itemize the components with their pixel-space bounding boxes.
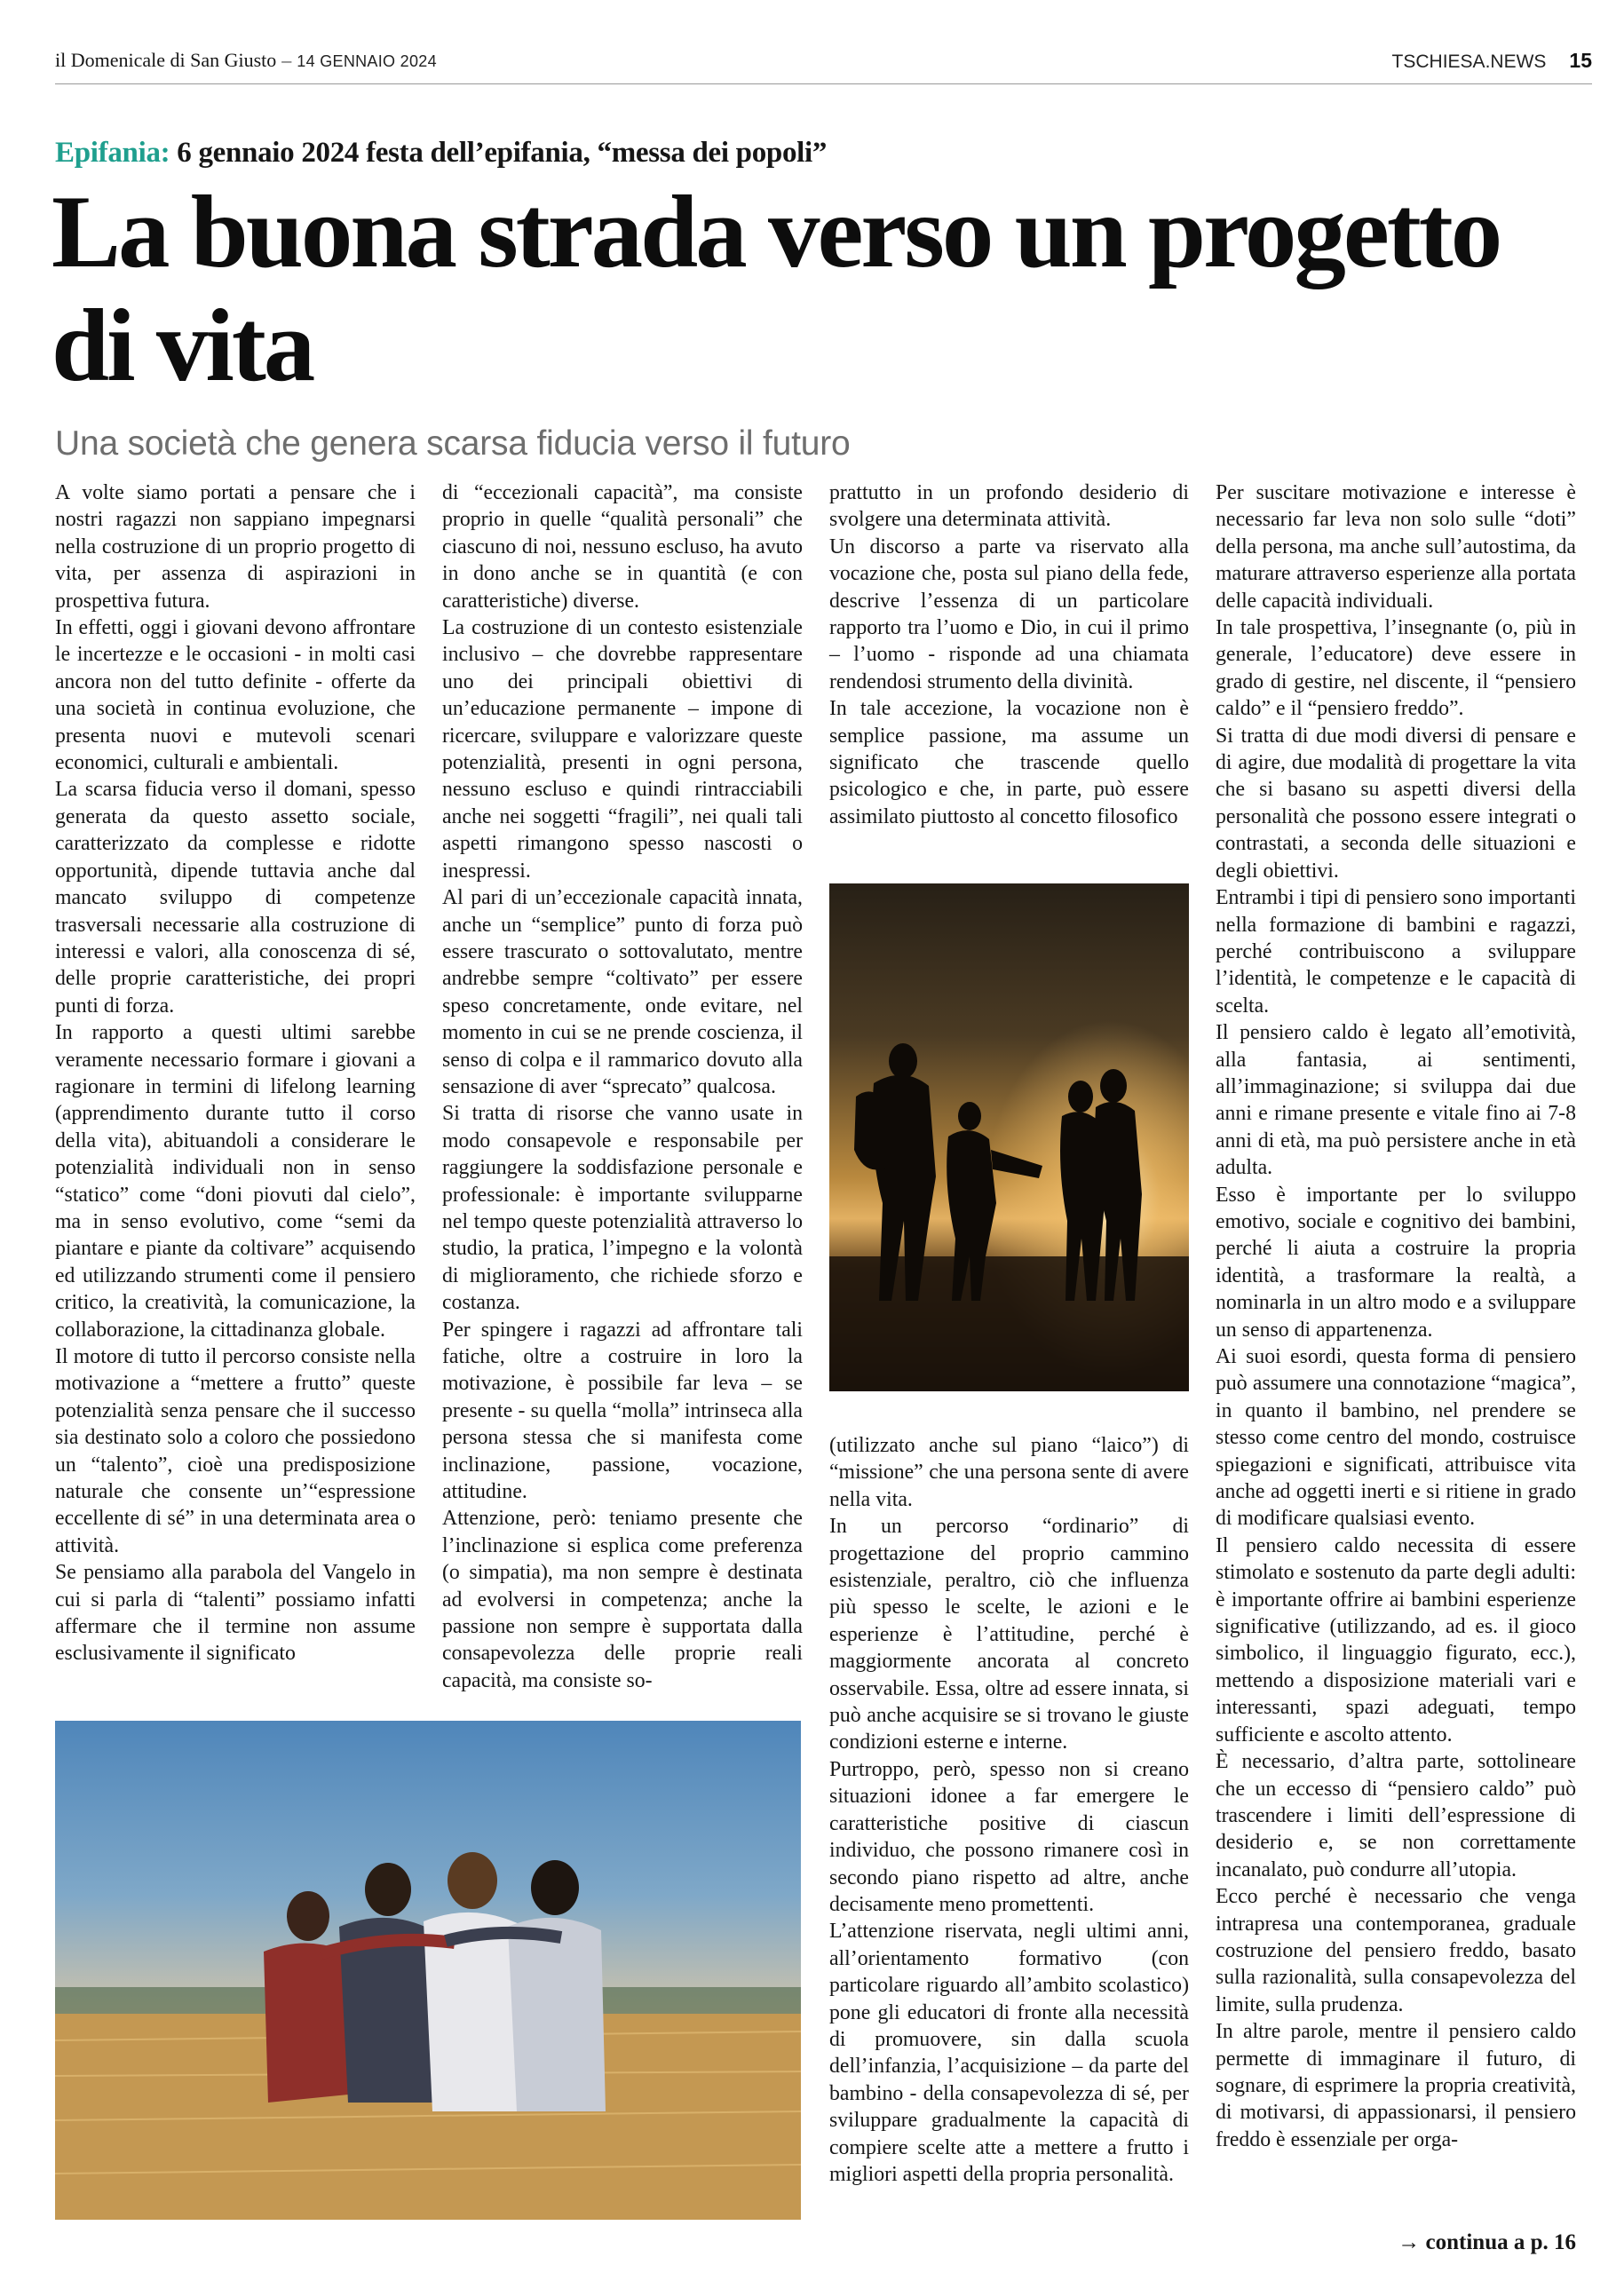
paragraph: Un discorso a parte va riservato alla vocazione che, posta sul piano della fede, descrive l’essenza di un particolare rapporto tra l’uomo e Dio, in cui il primo – l’uomo - risponde ad una chiamata rendendosi strumento della divinità.	[829, 535, 1189, 693]
kicker-text: 6 gennaio 2024 festa dell’epifania, “messa dei popoli”	[177, 137, 828, 169]
paragraph: prattutto in un profondo desiderio di svolgere una determinata attività.	[829, 481, 1189, 532]
body-column-1	[55, 479, 416, 1667]
header-site-line	[1392, 49, 1592, 73]
paragraph: L’attenzione riservata, negli ultimi anni, all’orientamento formativo (con particolare riguardo all’ambito scolastico) pone gli educatori di fronte alla necessità di promuovere, sin dalla scuola dell’infanzia, l’acquisizione – da parte del bambino - della consapevolezza di sé, per sviluppare gradualmente la capacità di compiere scelte atte a mettere a frutto i migliori aspetti della propria personalità.	[829, 1920, 1189, 2186]
silhouette-figures	[829, 883, 1189, 1391]
header-publication-line	[55, 49, 437, 72]
paragraph: Il pensiero caldo è legato all’emotività, alla fantasia, ai sentimenti, all’immaginazione; si sviluppa dai due anni e rimane presente e vitale fino ai 7-8 anni di età, ma può persistere anche in età adulta.	[1216, 1021, 1576, 1180]
paragraph: Ecco perché è necessario che venga intrapresa una contemporanea, graduale costruzione del pensiero freddo, basato sulla razionalità, sulla consapevolezza del limite, sulla prudenza.	[1216, 1885, 1576, 2016]
field-scene	[55, 1721, 801, 2220]
youth-in-field-photo	[55, 1721, 801, 2220]
body-column-3-bottom	[829, 1432, 1189, 2188]
paragraph: La costruzione di un contesto esistenziale inclusivo – che dovrebbe rappresentare uno dei principali obiettivi di un’educazione permanente – impone di ricercare, sviluppare e valorizzare queste potenzialità, presenti in ogni persona, nessuno escluso e quindi rintracciabili anche nei soggetti “fragili”, nei quali tali aspetti rimangono spesso nascosti o inespressi.	[442, 616, 803, 883]
paragraph: Esso è importante per lo sviluppo emotivo, sociale e cognitivo dei bambini, perché li aiuta a costruire la propria identità, a trasformare la realtà, a nominarla in un altro modo e a sviluppare un senso di appartenenza.	[1216, 1183, 1576, 1342]
paragraph: In effetti, oggi i giovani devono affrontare le incertezze e le occasioni - in molti casi ancora non del tutto definite - offerte da una società in continua evoluzione, che presenta nuovi e mutevoli scenari economici, culturali e ambientali.	[55, 616, 416, 775]
body-column-3-top	[829, 479, 1189, 830]
article-kicker	[55, 137, 827, 170]
paragraph: Attenzione, però: teniamo presente che l’inclinazione si esplica come preferenza (o simpatia), ma non sempre è destinata ad evolversi in competenza; anche la passione non sempre è supportata dalla consapevolezza delle proprie reali capacità, ma consiste so-	[442, 1507, 803, 1692]
paragraph: Ai suoi esordi, questa forma di pensiero può assumere una connotazione “magica”, in quanto il bambino, nel prendere se stesso come centro del mondo, costruisce spiegazioni e significati, attribuisce vita anche ad oggetti inerti e si ritiene in grado di modificare qualsiasi evento.	[1216, 1345, 1576, 1531]
header-divider	[55, 83, 1592, 84]
issue-date: 14 GENNAIO 2024	[297, 52, 437, 70]
paragraph: In rapporto a questi ultimi sarebbe veramente necessario formare i giovani a ragionare in termini di lifelong learning (apprendimento durante tutto il corso della vita), abituandoli a considerare le potenzialità individuali non in senso “statico” come “doni piovuti dal cielo”, ma in senso evolutivo, come “semi da piantare e piante da coltivare” acquisendo ed utilizzando strumenti come il pensiero critico, la creatività, la comunicazione, la collaborazione, la cittadinanza globale.	[55, 1021, 416, 1342]
paragraph: In tale prospettiva, l’insegnante (o, più in generale, l’educatore) deve essere in grado di gestire, nel discente, il “pensiero caldo” e il “pensiero freddo”.	[1216, 616, 1576, 721]
paragraph: Si tratta di due modi diversi di pensare e di agire, due modalità di progettare la vita che si basano su aspetti diversi della personalità che possono essere integrati o contrastati, a seconda delle situazioni e degli obiettivi.	[1216, 724, 1576, 883]
paragraph: Per spingere i ragazzi ad affrontare tali fatiche, oltre a costruire in loro la motivazione, è possibile far leva – se presente - su quella “molla” intrinseca alla persona stessa che si manifesta come inclinazione, passione, vocazione, attitudine.	[442, 1318, 803, 1504]
publication-name: il Domenicale di San Giusto	[55, 49, 277, 71]
article-headline: La buona strada verso un progetto di vita	[51, 175, 1501, 403]
paragraph: In altre parole, mentre il pensiero caldo permette di immaginare il futuro, di sognare, di esprimere la propria creatività, di motivarsi, di appassionarsi, il pensiero freddo è essenziale per orga-	[1216, 2020, 1576, 2151]
paragraph: A volte siamo portati a pensare che i nostri ragazzi non sappiano impegnarsi nella costruzione di un proprio progetto di vita, per assenza di aspirazioni in prospettiva futura.	[55, 481, 416, 613]
continuation-link[interactable]: → continua a p. 16	[1398, 2230, 1576, 2254]
paragraph: di “eccezionali capacità”, ma consiste proprio in quelle “qualità personali” che ciascuno di noi, nessuno escluso, ha avuto in dono anche se in quantità (e con caratteristiche) diverse.	[442, 481, 803, 613]
paragraph: Il motore di tutto il percorso consiste nella motivazione a “mettere a frutto” queste potenzialità senza pensare che il successo sia destinato solo a coloro che possiedono un “talento”, cioè una predisposizione naturale che consente un’“espressione eccellente di sé” in una determinata area o attività.	[55, 1345, 416, 1557]
paragraph: Il pensiero caldo necessita di essere stimolato e sostenuto da parte degli adulti: è importante offrire ai bambini esperienze significative (utilizzando, ad es. il gioco simbolico, il linguaggio figurato, ecc.), mettendo a disposizione materiali vari e interessanti, spazi adeguati, tempo sufficiente e ascolto attento.	[1216, 1533, 1576, 1746]
site-name: TSCHIESA.NEWS	[1391, 51, 1547, 72]
paragraph: Per suscitare motivazione e interesse è necessario far leva non solo sulle “doti” della persona, ma anche sull’autostima, da maturare attraverso esperienze alla portata delle capacità individuali.	[1216, 481, 1576, 613]
paragraph: La scarsa fiducia verso il domani, spesso generata da questo assetto sociale, caratterizzato da complesse e ridotte opportunità, dipende tuttavia anche dal mancato sviluppo di competenze trasversali necessarie alla costruzione di interessi e valori, alla conoscenza di sé, delle proprie caratteristiche, dei propri punti di forza.	[55, 778, 416, 1018]
header-separator: –	[281, 49, 292, 71]
paragraph: Se pensiamo alla parabola del Vangelo in cui si parla di “talenti” possiamo infatti affermare che il termine non assume esclusivamente il significato	[55, 1561, 416, 1666]
paragraph: Al pari di un’eccezionale capacità innata, anche un “semplice” punto di forza può essere trascurato o sottovalutato, mentre andrebbe sempre “coltivato” per essere speso concretamente, onde evitare, nel momento in cui se ne prende coscienza, il senso di colpa e il rammarico dovuto alla sensazione di aver “sprecato” qualcosa.	[442, 886, 803, 1098]
paragraph: Entrambi i tipi di pensiero sono importanti nella formazione di bambini e ragazzi, perché contribuiscono a sviluppare l’identità, le competenze e le capacità di scelta.	[1216, 886, 1576, 1018]
body-column-2	[442, 479, 803, 1694]
section-label: Epifania:	[55, 137, 170, 169]
paragraph: È necessario, d’altra parte, sottolineare che un eccesso di “pensiero caldo” può trascendere i limiti dell’espressione di desiderio e, se non correttamente incanalato, può condurre all’utopia.	[1216, 1750, 1576, 1881]
paragraph: (utilizzato anche sul piano “laico”) di “missione” che una persona sente di avere nella vita.	[829, 1434, 1189, 1511]
paragraph: Si tratta di risorse che vanno usate in modo consapevole e responsabile per raggiungere la soddisfazione personale e professionale: è importante svilupparne nel tempo queste potenzialità attraverso lo studio, la pratica, l’impegno e la volontà di miglioramento, che richiede sforzo e costanza.	[442, 1102, 803, 1315]
paragraph: In un percorso “ordinario” di progettazione del proprio cammino esistenziale, peraltro, ciò che influenza più spesso le scelte, le azioni e le esperienze è l’attitudine, perché è maggiormente ancorata al concreto osservabile. Essa, oltre ad essere innata, si può anche acquisire se si trovano le giuste condizioni esterne e interne.	[829, 1515, 1189, 1754]
hikers-silhouette-photo	[829, 883, 1189, 1391]
paragraph: Purtroppo, però, spesso non si creano situazioni idonee a far emergere le caratteristiche positive di ciascun individuo, che possono rimanere così in secondo piano rispetto ad altre, anche decisamente meno promettenti.	[829, 1757, 1189, 1916]
body-column-4	[1216, 479, 1576, 2153]
page-number: 15	[1569, 49, 1592, 72]
article-subhead: Una società che genera scarsa fiducia verso il futuro	[55, 424, 851, 463]
paragraph: In tale accezione, la vocazione non è semplice passione, ma assume un significato che trascende quello psicologico e che, in parte, può essere assimilato piuttosto al concetto filosofico	[829, 697, 1189, 828]
